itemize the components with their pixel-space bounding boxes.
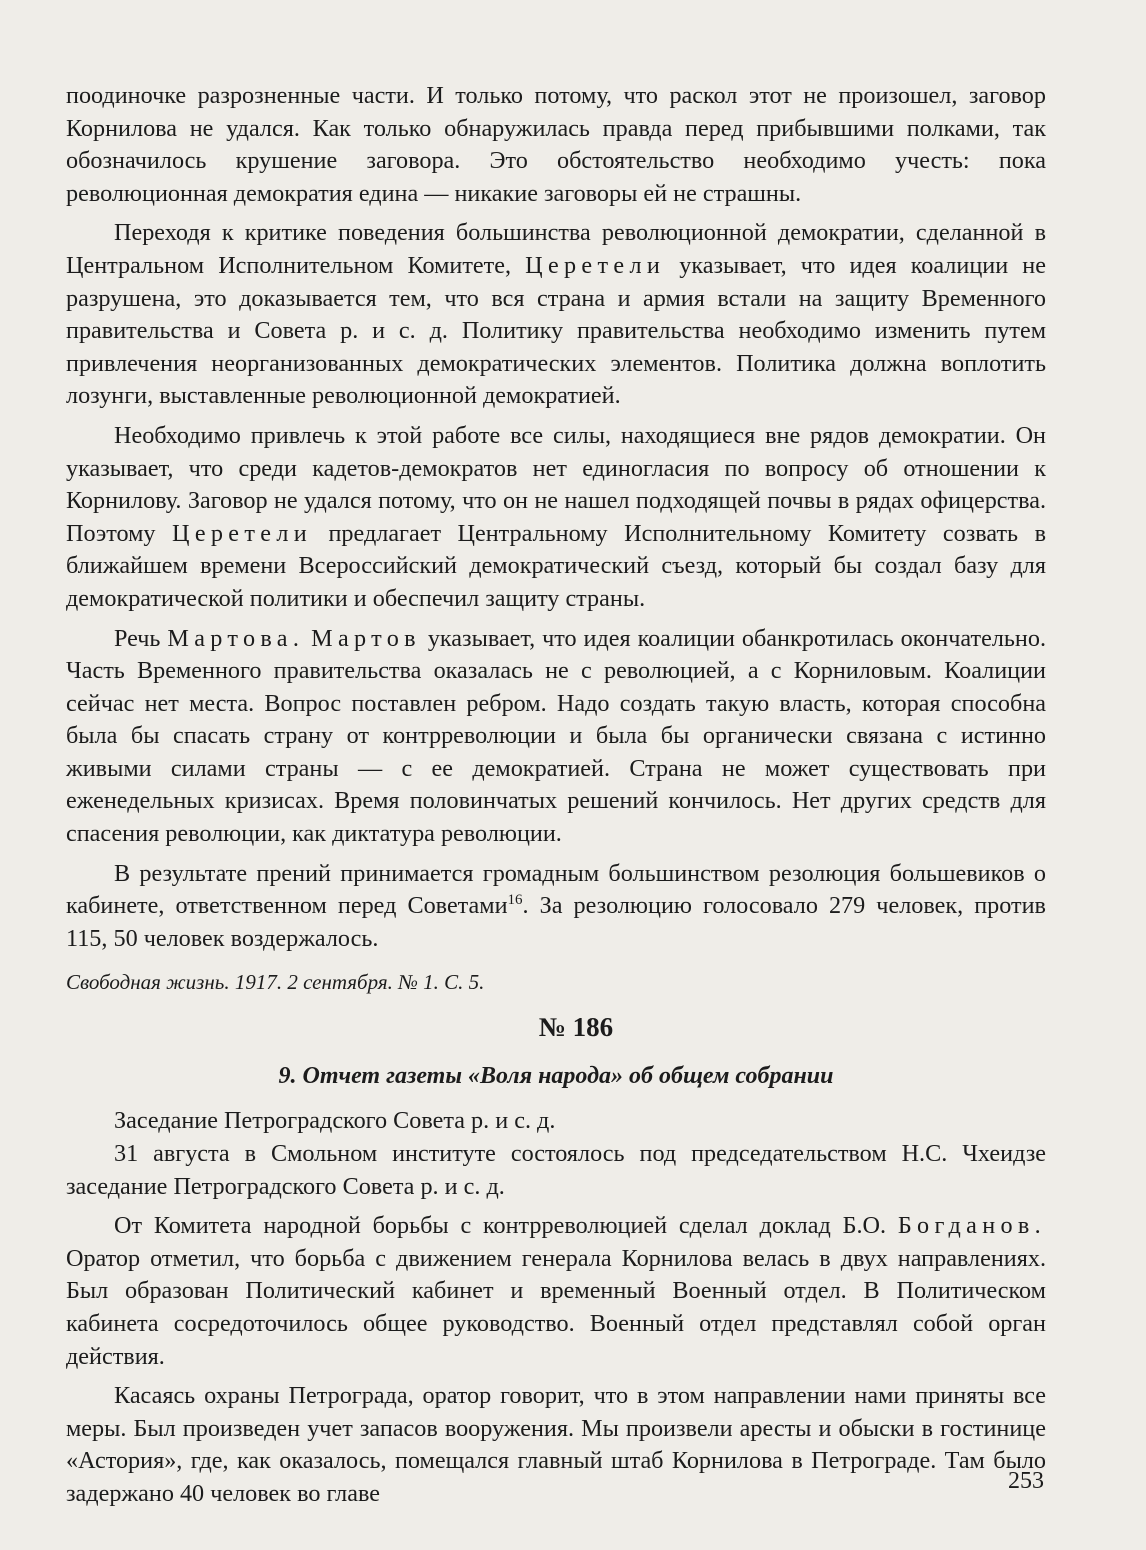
footnote-marker: 16: [507, 892, 523, 909]
paragraph-8-text-b: Оратор отметил, что борьба с движением генерала Корнилова велась в двух направлениях. Был образован Политический кабинет и временный Военный отдел. В Политическом кабинета сосредоточилось общее руководство. Военный отдел представлял собой орган действия.: [66, 1244, 1046, 1370]
spaced-name-tsereteli: Церетели: [525, 251, 666, 279]
spaced-name-martov-1: Мартова.: [167, 624, 305, 652]
page-number: 253: [1008, 1468, 1044, 1494]
paragraph-2: [66, 217, 1046, 413]
document-title: 9. Отчет газеты «Воля народа» об общем собрании: [278, 1063, 834, 1090]
paragraph-2-text-b: указывает, что идея коалиции не разрушена, это доказывается тем, что вся страна и армия встали на защиту Временного правительства и Совета р. и с. д. Политику правительства необходимо изменить путем привлечения неорганизованных демократических элементов. Политика должна воплотить лозунги, выставленные революционной демократией.: [66, 251, 1046, 410]
paragraph-7: 31 августа в Смольном институте состоялось под председательством Н.С. Чхеидзе заседание Петроградского Совета р. и с. д.: [66, 1140, 1046, 1200]
paragraph-9: Касаясь охраны Петрограда, оратор говорит, что в этом направлении нами приняты все меры. Был произведен учет запасов вооружения. Мы произвели аресты и обыски в гостинице «Астория», где, как оказалось, помещался главный штаб Корнилова в Петрограде. Там было задержано 40 человек во главе: [66, 1382, 1046, 1507]
paragraph-4-text-b: указывает, что идея коалиции обанкротилась окончательно. Часть Временного правительства оказалась не с революцией, а с Корниловым. Коалиции сейчас нет места. Вопрос поставлен ребром. Надо создать такую власть, которая способна была бы спасать страну от контрреволюции и была бы органически связана с истинно живыми силами страны — с ее демократией. Страна не может существовать при еженедельных кризисах. Время половинчатых решений кончилось. Нет других средств для спасения революции, как диктатура революции.: [66, 624, 1047, 848]
paragraph-8-text-a: От Комитета народной борьбы с контрреволюцией сделал доклад Б.О.: [114, 1212, 887, 1240]
paragraph-4-text-a: Речь: [114, 624, 161, 652]
spaced-name-bogdanov: Богданов.: [897, 1212, 1046, 1240]
paragraph-5: [66, 858, 1046, 956]
paragraph-3-text-b: предлагает Центральному Исполнительному Комитету созвать в ближайшем времени Всероссийский демократический съезд, который бы создал базу для демократической политики и обеспечил защиту страны.: [66, 519, 1046, 612]
spaced-name-tsereteli-2: Церетели: [172, 519, 312, 547]
spaced-name-martov-2: Мартов: [311, 624, 421, 652]
paragraph-4: [66, 623, 1046, 851]
paragraph-5-text-a: В результате прений принимается громадным большинством резолюция большевиков о кабинете, ответственном перед Советами: [66, 859, 1046, 920]
paragraph-1: поодиночке разрозненные части. И только потому, что раскол этот не произошел, заговор Корнилова не удался. Как только обнаружилась правда перед прибывшими полками, так обозначилось крушение заговора. Это обстоятельство необходимо учесть: пока революционная демократия едина — никакие заговоры ей не страшны.: [66, 82, 1046, 207]
paragraph-6: Заседание Петроградского Совета р. и с. д.: [114, 1107, 556, 1135]
document-number: № 186: [538, 1012, 614, 1043]
source-citation: Свободная жизнь. 1917. 2 сентября. № 1. С. 5.: [66, 970, 485, 995]
paragraph-5-text-b: . За резолюцию голосовало 279 человек, против 115, 50 человек воздержалось.: [66, 892, 1046, 952]
paragraph-2-text-a: Переходя к критике поведения большинства революционной демократии, сделанной в Центральном Исполнительном Комитете,: [66, 219, 1046, 279]
paragraph-8: [66, 1210, 1046, 1373]
paragraph-3-text-a: Необходимо привлечь к этой работе все силы, находящиеся вне рядов демократии. Он указывает, что среди кадетов-демократов нет единогласия по вопросу об отношении к Корнилову. Заговор не удался потому, что он не нашел подходящей почвы в рядах офицерства. Поэтому: [66, 421, 1046, 547]
paragraph-3: [66, 420, 1046, 616]
